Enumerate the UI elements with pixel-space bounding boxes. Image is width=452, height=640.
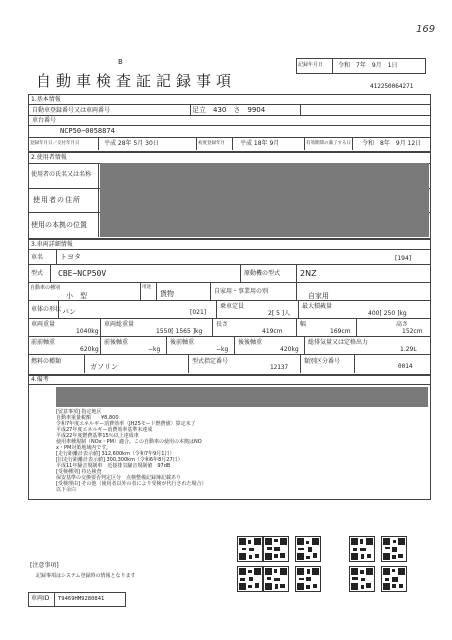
category-value: 0014 [398, 363, 413, 370]
front-rear-axle-value: −kg [148, 346, 161, 353]
width-value: 169cm [330, 328, 351, 335]
basic-section-label: 1.基本情報 [31, 96, 61, 103]
car-id-value: T9469HM9280841 [58, 596, 105, 602]
remark-line: [走行距離計表示値] 312,600km（令和7年9月1日） [56, 451, 175, 457]
maxload-value: 400[ 250 ]kg [368, 310, 407, 317]
length-value: 419cm [262, 328, 283, 335]
vehicle-section-label: 3.車両詳細情報 [31, 241, 73, 248]
qr-code-10 [381, 566, 407, 592]
qr-code-2 [263, 536, 289, 562]
reg-date-value: 平成 28年 5月 30日 [104, 140, 159, 147]
capacity-label: 乗車定員 [220, 303, 245, 310]
shape-value: バン [62, 308, 76, 316]
rear-front-axle-label: 後前軸重 [170, 339, 195, 346]
user-info-redacted [100, 163, 429, 237]
remark-line: [留意事項] 指定地区 [56, 409, 102, 415]
gross-value: 1550[ 1565 ]kg [156, 328, 203, 335]
expiry-value: 令和 8年 9月 12日 [362, 140, 422, 147]
car-id-label: 車両ID [31, 595, 50, 602]
qr-code-9 [349, 566, 375, 592]
notice-text: 記録事項はシステム登録時の情報となります [36, 573, 136, 579]
document-number: 412250064271 [370, 83, 414, 90]
model-label: 型式 [31, 270, 44, 277]
remark-line: [受検種別] 持込検査 [56, 469, 102, 475]
capacity-value: 2[ 5 ]人 [268, 310, 291, 317]
height-label: 高さ [396, 321, 409, 328]
gross-label: 車両総重量 [104, 321, 135, 328]
reg-date-label: 登録年月日／交付年月日 [30, 141, 80, 146]
remark-line: 使用車種規制（NOx・PM）適合。この自動車の使用の本拠はNO [56, 439, 202, 445]
qr-code-7 [263, 566, 289, 592]
remark-line: x・PM対策地域内です。 [56, 445, 111, 451]
remark-line: 令和7年度エネルギー消費効率〈JH25モード燃費値〉算定未了 [56, 421, 196, 427]
shape-label: 車体の形状 [31, 306, 62, 313]
qr-code-6 [237, 566, 263, 592]
car-name-value: トヨタ [60, 253, 81, 261]
user-section-label: 2.使用者情報 [31, 154, 67, 161]
remark-line: 平成22年度燃費基準15％以上達成車 [56, 433, 139, 439]
private-value: 自家用 [308, 292, 329, 300]
reg-number-value: 足立 430 さ 9904 [192, 106, 266, 114]
front-rear-axle-label: 前後軸重 [104, 339, 129, 346]
qr-code-4 [349, 536, 375, 562]
remark-line: 自動車重量税額 ¥8,800 [56, 415, 119, 421]
record-date-label: 記録年月日 [298, 62, 324, 68]
qr-code-1 [237, 536, 263, 562]
kind-value: 小 型 [66, 292, 87, 300]
remark-line: 平成27年度エネルギー消費効率基準未達成 [56, 427, 153, 433]
qr-code-8 [295, 566, 321, 592]
notice-title: [注意事項] [30, 562, 59, 569]
use-value: 貨物 [160, 290, 174, 298]
engine-label: 原動機の型式 [244, 270, 281, 277]
record-date-value: 令和 7年 9月 1日 [338, 62, 398, 69]
displacement-value: 1.29L [400, 346, 417, 353]
user-address-label: 使用者の住所 [33, 196, 81, 204]
category-label: 類別区分番号 [304, 358, 341, 365]
rear-front-axle-value: −kg [216, 346, 229, 353]
first-reg-value: 平成 18年 9月 [240, 140, 280, 147]
front-front-axle-value: 620kg [80, 346, 99, 353]
user-name-label: 使用者の氏名又は名称 [31, 171, 92, 178]
qr-code-3 [295, 536, 321, 562]
rear-rear-axle-label: 後後軸重 [238, 339, 263, 346]
user-base-label: 使用の本拠の位置 [31, 221, 87, 229]
remarks-redacted [56, 387, 428, 407]
remark-line: 保安基準の交換要否判定区分 点検整備記録簿記載あり [56, 475, 182, 481]
front-front-axle-label: 前前軸重 [31, 339, 56, 346]
model-value: CBE−NCP50V [58, 269, 107, 278]
qr-code-5 [381, 536, 407, 562]
reg-number-label: 自動車登録番号又は車両番号 [32, 107, 111, 114]
car-name-label: 車名 [31, 254, 44, 261]
height-value: 152cm [402, 328, 423, 335]
remarks-lines [56, 409, 428, 493]
approval-value: 12137 [270, 364, 289, 371]
chassis-value: NCP50−0058874 [60, 127, 115, 135]
remark-line: 以下余白 [56, 487, 77, 493]
handwritten-number: 169 [416, 24, 436, 35]
remark-line: [受検理由] その他（使用者以外の者により受検が代行された場合） [56, 481, 207, 487]
weight-label: 車両重量 [31, 321, 56, 328]
private-label: 自家用・事業用の別 [214, 288, 269, 295]
page-title: 自動車検査証記録事項 [36, 72, 237, 90]
weight-value: 1040kg [76, 328, 99, 335]
chassis-label: 車台番号 [32, 117, 57, 124]
engine-value: 2NZ [300, 269, 317, 278]
first-reg-label: 初度登録年月 [198, 141, 225, 146]
width-label: 幅 [300, 321, 307, 328]
kind-label: 自動車の種別 [30, 285, 61, 291]
approval-label: 型式指定番号 [192, 358, 229, 365]
fuel-label: 燃料の種類 [31, 358, 62, 365]
remark-line: 平成11年騒音規制車 近接排気騒音規制値 97dB [56, 463, 171, 469]
b-mark: B [118, 58, 123, 66]
rear-rear-axle-value: 420kg [280, 346, 299, 353]
maxload-label: 最大積載量 [302, 303, 333, 310]
fuel-value: ガソリン [90, 363, 118, 371]
expiry-label: 有効期間の満了する日 [306, 141, 351, 146]
car-name-code: [194] [395, 255, 412, 262]
length-label: 長さ [216, 321, 229, 328]
use-label: 用途 [142, 285, 151, 290]
shape-code: [021] [190, 309, 207, 316]
remarks-section-label: 4.備考 [31, 376, 49, 383]
remark-line: [旧走行距離計表示値] 300,300km（令和6年8月27日） [56, 457, 183, 463]
displacement-label: 総排気量又は定格出力 [308, 339, 369, 346]
